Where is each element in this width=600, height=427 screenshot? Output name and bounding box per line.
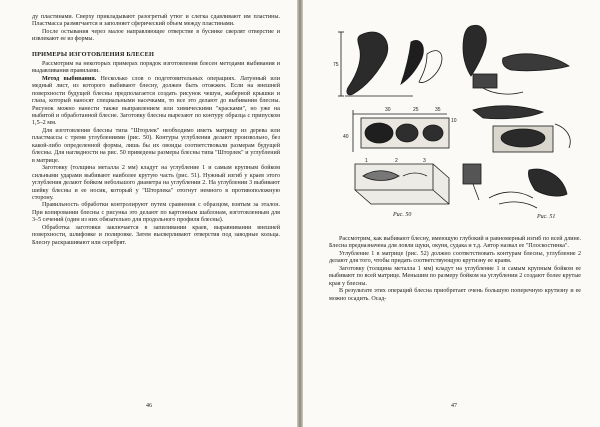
dimension-label-35: 35 [435,107,441,113]
intro-paragraph-2: После остывания через малое направляющее отверстие в бусинке сверлят отверстие и извлекают ее из формы. [32,28,280,43]
paragraph-2 [32,76,280,128]
hollow-label-1: 1 [365,158,368,164]
method-label: Метод выбивания. [42,75,97,82]
figure-50-lure-outline [338,32,413,96]
section-heading: ПРИМЕРЫ ИЗГОТОВЛЕНИЯ БЛЕСЕН [32,50,155,58]
dimension-label-25: 25 [413,107,419,113]
paragraph-4: Заготовку (толщина металла 2 мм) кладут на углубление 1 и самым крупным бойком сильными ударами выбивают наиболее крутую часть (рис. 51). Нужный изгиб у краев этого углубления делают бойком небольшого диаметра на углублении 2. На углублении 3 выбивают шейку блесны и ее носик, который у "Шторлека" отогнут немного в противоположную сторону. [32,165,280,201]
figure-50-caption: Рис. 50 [393,212,412,218]
paragraph-5: Правильность обработки контролируют путем сравнения с образцом, взятым за эталон. При копировании блесны с рисунка это делают по картонным шаблонам, изготовленным для 3–5 сечений (один из них обязательно для продольного профиля блесны). [32,202,280,224]
hollow-label-2: 2 [395,158,398,164]
intro-paragraph-1: ду пластинами. Сверху прикладывают разогретый утюг и слегка сдавливают им пластины. Пластмасса размягчается и заполняет сферический объем между пластинами. [32,14,280,28]
figure-50-matrix [353,110,449,152]
left-text-column [32,14,280,247]
paragraph-3: Для изготовления блесны типа "Шторлек" необходимо иметь матрицу из дерева или пластмассы с тремя углублениями (рис. 50). Контуры углубления делают произвольно, без какой-либо определенной формы, лишь бы их овоиды соответствовали размерам будущей блесны. Для наглядности на рис. 50 приведены размеры блесны типа "Шторлек" и углублений в матрице. [32,127,280,164]
left-page [0,0,297,427]
hollow-label-3: 3 [423,158,426,164]
figure-51-lower-scene [463,164,567,208]
figure-51-caption: Рис. 51 [537,214,556,220]
right-paragraph-3: Заготовку (толщина металла 1 мм) кладут на углубление 1 и самым крупным бойком ее выбивают по всей матрице. Меньшим по размеру бойком на углублении 2 создают более крутые края у блесны. [329,265,581,287]
right-paragraph-4: В результате этих операций блесна приобретает очень большую поперечную крутизну и ее можно осадить. Осад- [329,288,581,302]
figure-50-matrix-lower [355,164,449,204]
right-page-number: 47 [451,403,457,409]
dimension-label-40: 40 [343,134,349,140]
paragraph-6: Обработка заготовки заключается в запиливании краев, выравнивании внешней поверхности, шлифовке и полировке. Затем высверливают отверстия под заводные кольца. Блесну раскрашивают или серебрят. [32,224,280,246]
right-paragraph-2: Углубление 1 в матрице (рис. 52) должно соответствовать контурам блесны, углубление 2 делают для того, чтобы придать соответствующую крутизну ее краям. [329,250,581,265]
paragraph-2-body: Несколько слов о подготовительных операциях. Латунный или медный лист, из которого выбивают блесну, должен быть отожжен. Если на внешней поверхности будущей блесны предполагается создать рисунок чешуи, жаберной крышки и глаза, который наносят специальными насечками, то все это делают до выбивания блесны. Рисунок можно нанести также выправлением или химическими "красками", но уже на выбитой и обработанной блесне. Заготовку блесны вырезают по контуру образца с припуском 1,5–2 мм. [32,75,280,127]
dimension-label-30: 30 [385,107,391,113]
figure-51-spoon-top [463,25,569,94]
figures-50-51 [323,14,585,224]
right-page [303,0,600,427]
dimension-label-10: 10 [451,118,457,124]
figure-51-hammer-work [473,106,570,152]
paragraph-1: Рассмотрим на некоторых примерах порядок изготовления блесен методами выбивания и выдавливания правилами. [32,60,280,75]
dimension-label-75: 75 [333,62,339,68]
left-page-number: 46 [146,403,152,409]
figure-50-spoon-profiles [401,40,442,84]
right-paragraph-1: Рассмотрим, как выбивают блесну, имеющую глубокий и равномерный изгиб по всей длине. Блесна предназначена для ловли щуки, окуня, судака и т.д. Автор назвал ее "Плоскостинка". [329,236,581,250]
right-text-column [329,236,581,303]
